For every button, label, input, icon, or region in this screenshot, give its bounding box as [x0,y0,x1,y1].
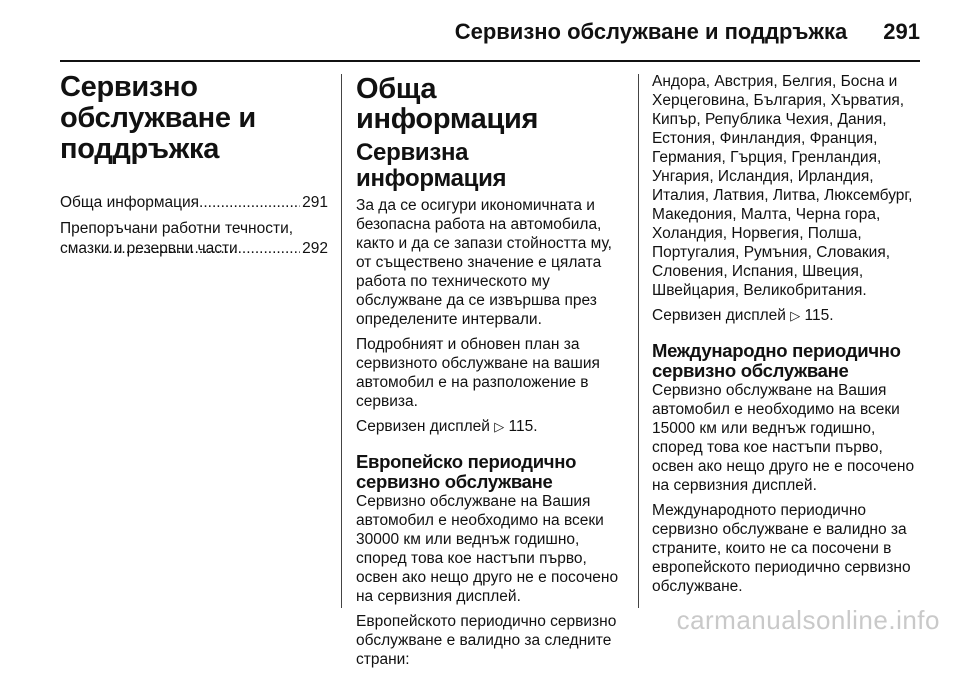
running-header [60,14,920,50]
chapter-column [60,72,328,265]
paragraph: Международното периодично сервизно обслужване е валидно за страните, които не са посочени в европейското периодично сервизно обслужване. [652,502,911,595]
page-number: 291 [883,19,920,44]
running-title: Сервизно обслужване и поддръжка [454,19,848,44]
subsection-heading-service-info: Сервизна информация [356,139,507,192]
toc-entry[interactable] [60,219,328,259]
content-column-2 [652,72,922,602]
chapter-title: Сервизно обслужване и поддръжка [60,71,256,165]
column-divider-1 [341,74,342,608]
toc-label: Обща информация [60,194,200,211]
reference-arrow-icon: ▷ [494,419,505,434]
column-divider-2 [638,74,639,608]
section-title: Обща информация [356,73,539,135]
toc-leader [199,193,300,213]
paragraph: Подробният и обновен план за сервизното обслужване на вашия автомобил е на разположение в сервиза. [356,336,600,410]
cross-reference[interactable]: Сервизен дисплей ▷ 115. [356,418,538,435]
cross-reference[interactable]: Сервизен дисплей ▷ 115. [652,307,834,324]
paragraph: Европейското периодично сервизно обслужване е валидно за следните страни: [356,613,617,668]
paragraph: Сервизно обслужване на Вашия автомобил е необходимо на всеки 30000 км или веднъж годишно, според това кое настъпи първо, освен ако нещо друго не е посочено на сервизния дисплей. [356,493,619,605]
toc-page: 291 [302,194,328,211]
paragraph: Сервизно обслужване на Вашия автомобил е необходимо на всеки 15000 км или веднъж годишно, според това кое настъпи първо, освен ако нещо друго не е посочено на сервизния дисплей. [652,382,915,494]
toc-page: 292 [302,240,328,257]
reference-arrow-icon: ▷ [790,308,801,323]
paragraph: За да се осигури икономичната и безопасна работа на автомобила, както и да се запази стойността му, от съществено значение е цялата работа по техническото му обслужване да се извършва през определените интервали. [356,197,612,328]
toc-label: Препоръчани работни течности, смазки и резервни части [60,220,294,257]
country-list: Андора, Австрия, Белгия, Босна и Херцеговина, България, Хърватия, Кипър, Република Чехия, Дания, Естония, Финландия, Франция, Германия, Гърция, Гренландия, Унгария, Исландия, Ирландия, Италия, Латвия, Литва, Люксембург, Македония, Малта, Черна гора, Холандия, Норвегия, Полша, Португалия, Румъния, Словакия, Словения, Испания, Швеция, Швейцария, Великобритания. [652,73,913,299]
toc-leader [104,239,300,259]
header-rule [60,60,920,62]
subsection-heading-european: Европейско периодично сервизно обслужване [356,451,577,492]
watermark: carmanualsonline.info [676,605,940,635]
content-column-1 [356,72,622,675]
toc-entry[interactable] [60,193,328,213]
subsection-heading-international: Международно периодично сервизно обслужване [652,340,901,381]
